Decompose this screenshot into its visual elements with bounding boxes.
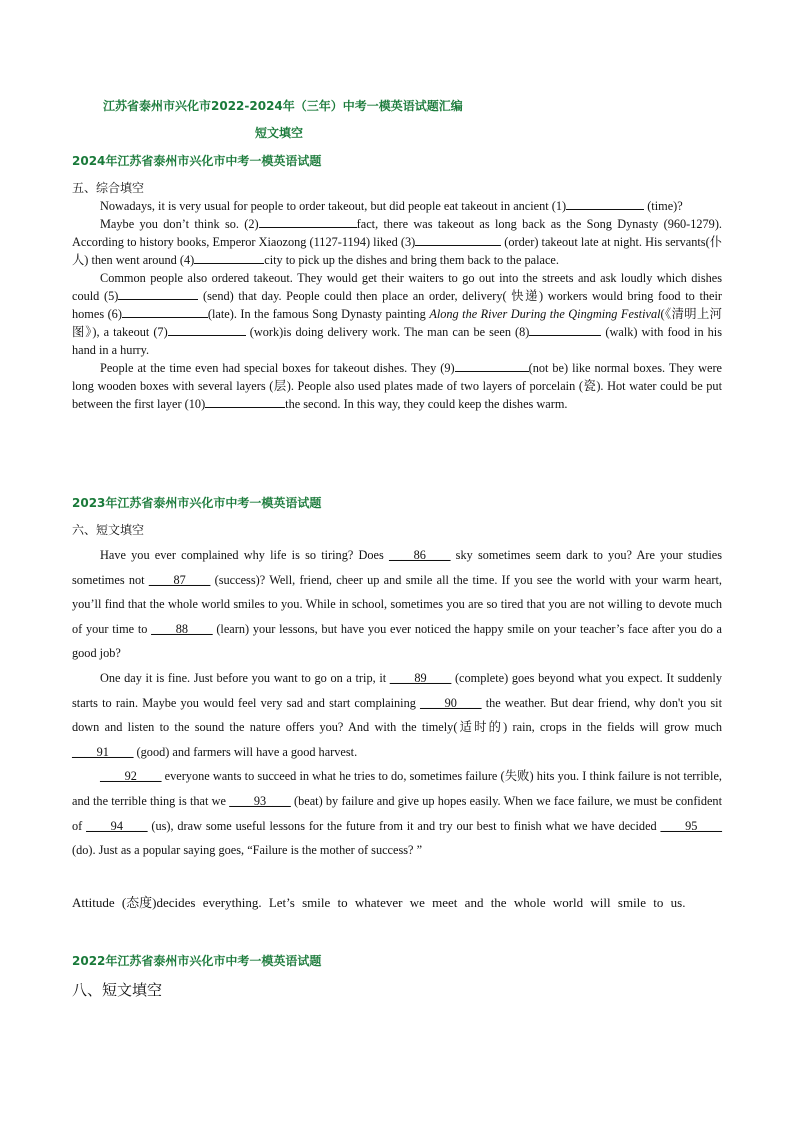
section-2023-part-label: 六、短文填空: [72, 523, 145, 537]
painting-title: Along the River During the Qingming Festival: [429, 307, 661, 321]
passage-paragraph: Common people also ordered takeout. They would get their waiters to go out into the streets and ask loudly which dishes could (5) (send) that day. People could then place an order, delivery( 快递) workers would bring food to their homes (6) (late). In the famous Song Dynasty painting Along the River During the Qingming Festival(《清明上河图》), a takeout (7) (work)is doing delivery work. The man can be seen (8) (walk) with food in his hand in a hurry.: [72, 271, 723, 357]
answer-blank-90[interactable]: ____90____: [420, 695, 482, 710]
passage-paragraph: People at the time even had special boxes for takeout dishes. They (9) (not be) like normal boxes. They were long wooden boxes with several layers (层). People also used plates made of two layers of porcelain (瓷). Hot water could be put between the first layer (10) the second. In this way, they could keep the dishes warm.: [72, 361, 722, 411]
document-subtitle: 短文填空: [255, 126, 304, 140]
answer-blank-6[interactable]: [122, 305, 208, 318]
answer-blank-87[interactable]: ____87____: [148, 572, 211, 587]
passage-paragraph: ____92____ everyone wants to succeed in what he tries to do, sometimes failure (失败) hits you. I think failure is not terrible, and the terrible thing is that we ____93____ (beat) by failure and give up hopes easily. When we face failure, we must be confident of ____94____ (us), draw some useful lessons for the future from it and try our best to finish what we have decided ____95____ (do). Just as a popular saying goes, “Failure is the mother of success? ”: [72, 769, 722, 858]
answer-blank-8[interactable]: [529, 323, 601, 336]
section-2023-passage: [72, 543, 722, 863]
answer-blank-5[interactable]: [118, 287, 198, 300]
answer-blank-95[interactable]: ____95____: [660, 818, 722, 833]
section-2024-part-label: 五、综合填空: [72, 181, 145, 195]
answer-blank-88[interactable]: ____88____: [151, 621, 213, 636]
answer-blank-2[interactable]: [259, 215, 357, 228]
answer-blank-86[interactable]: ____86____: [389, 548, 451, 562]
answer-blank-9[interactable]: [455, 359, 529, 372]
passage-paragraph: Nowadays, it is very usual for people to order takeout, but did people eat takeout in ancient (1) (time)?: [100, 199, 683, 213]
section-2024-passage: [72, 197, 722, 413]
document-title: 江苏省泰州市兴化市2022-2024年（三年）中考一模英语试题汇编: [103, 99, 463, 113]
answer-blank-1[interactable]: [566, 197, 644, 210]
answer-blank-7[interactable]: [168, 323, 246, 336]
answer-blank-10[interactable]: [205, 395, 285, 408]
section-2023-heading: 2023年江苏省泰州市兴化市中考一模英语试题: [72, 496, 322, 510]
answer-blank-94[interactable]: ____94____: [86, 818, 148, 833]
section-2022-heading: 2022年江苏省泰州市兴化市中考一模英语试题: [72, 954, 322, 968]
passage-paragraph: Have you ever complained why life is so tiring? Does ____86____ sky sometimes seem dark to you? Are your studies sometimes not ____87____ (success)? Well, friend, cheer up and smile all the time. If you see the world with your warm heart, you’ll find that the whole world smiles to you. While in school, sometimes you are so tired that you are not willing to devote much of your time to ____88____ (learn) your lessons, but have you ever noticed the happy smile on your teacher’s face after you do a good job?: [72, 548, 723, 661]
answer-blank-4[interactable]: [194, 251, 264, 264]
closing-paragraph: Attitude (态度)decides everything. Let’s smile to whatever we meet and the whole world will smile to us.: [72, 895, 686, 910]
answer-blank-89[interactable]: ____89____: [389, 670, 452, 685]
answer-blank-3[interactable]: [415, 233, 501, 246]
answer-blank-93[interactable]: ____93____: [229, 793, 291, 808]
passage-paragraph: Maybe you don’t think so. (2) fact, there was takeout as long back as the Song Dynasty (960-1279). According to history books, Emperor Xiaozong (1127-1194) liked (3) (order) takeout late at night. His servants(仆人) then went around (4) city to pick up the dishes and bring them back to the palace.: [72, 217, 722, 267]
answer-blank-92[interactable]: ____92____: [100, 769, 162, 784]
section-2022-part-label: 八、短文填空: [72, 981, 163, 999]
passage-paragraph: One day it is fine. Just before you want to go on a trip, it ____89____ (complete) goes beyond what you expect. It suddenly starts to rain. Maybe you would feel very sad and start complaining ____90____ the weather. But dear friend, why don't you sit down and listen to the sound the nature offers you? And with the timely(适时的) rain, crops in the fields will grow much ____91____ (good) and farmers will have a good harvest.: [72, 670, 722, 759]
section-2024-heading: 2024年江苏省泰州市兴化市中考一模英语试题: [72, 154, 322, 168]
answer-blank-91[interactable]: ____91____: [72, 744, 134, 759]
